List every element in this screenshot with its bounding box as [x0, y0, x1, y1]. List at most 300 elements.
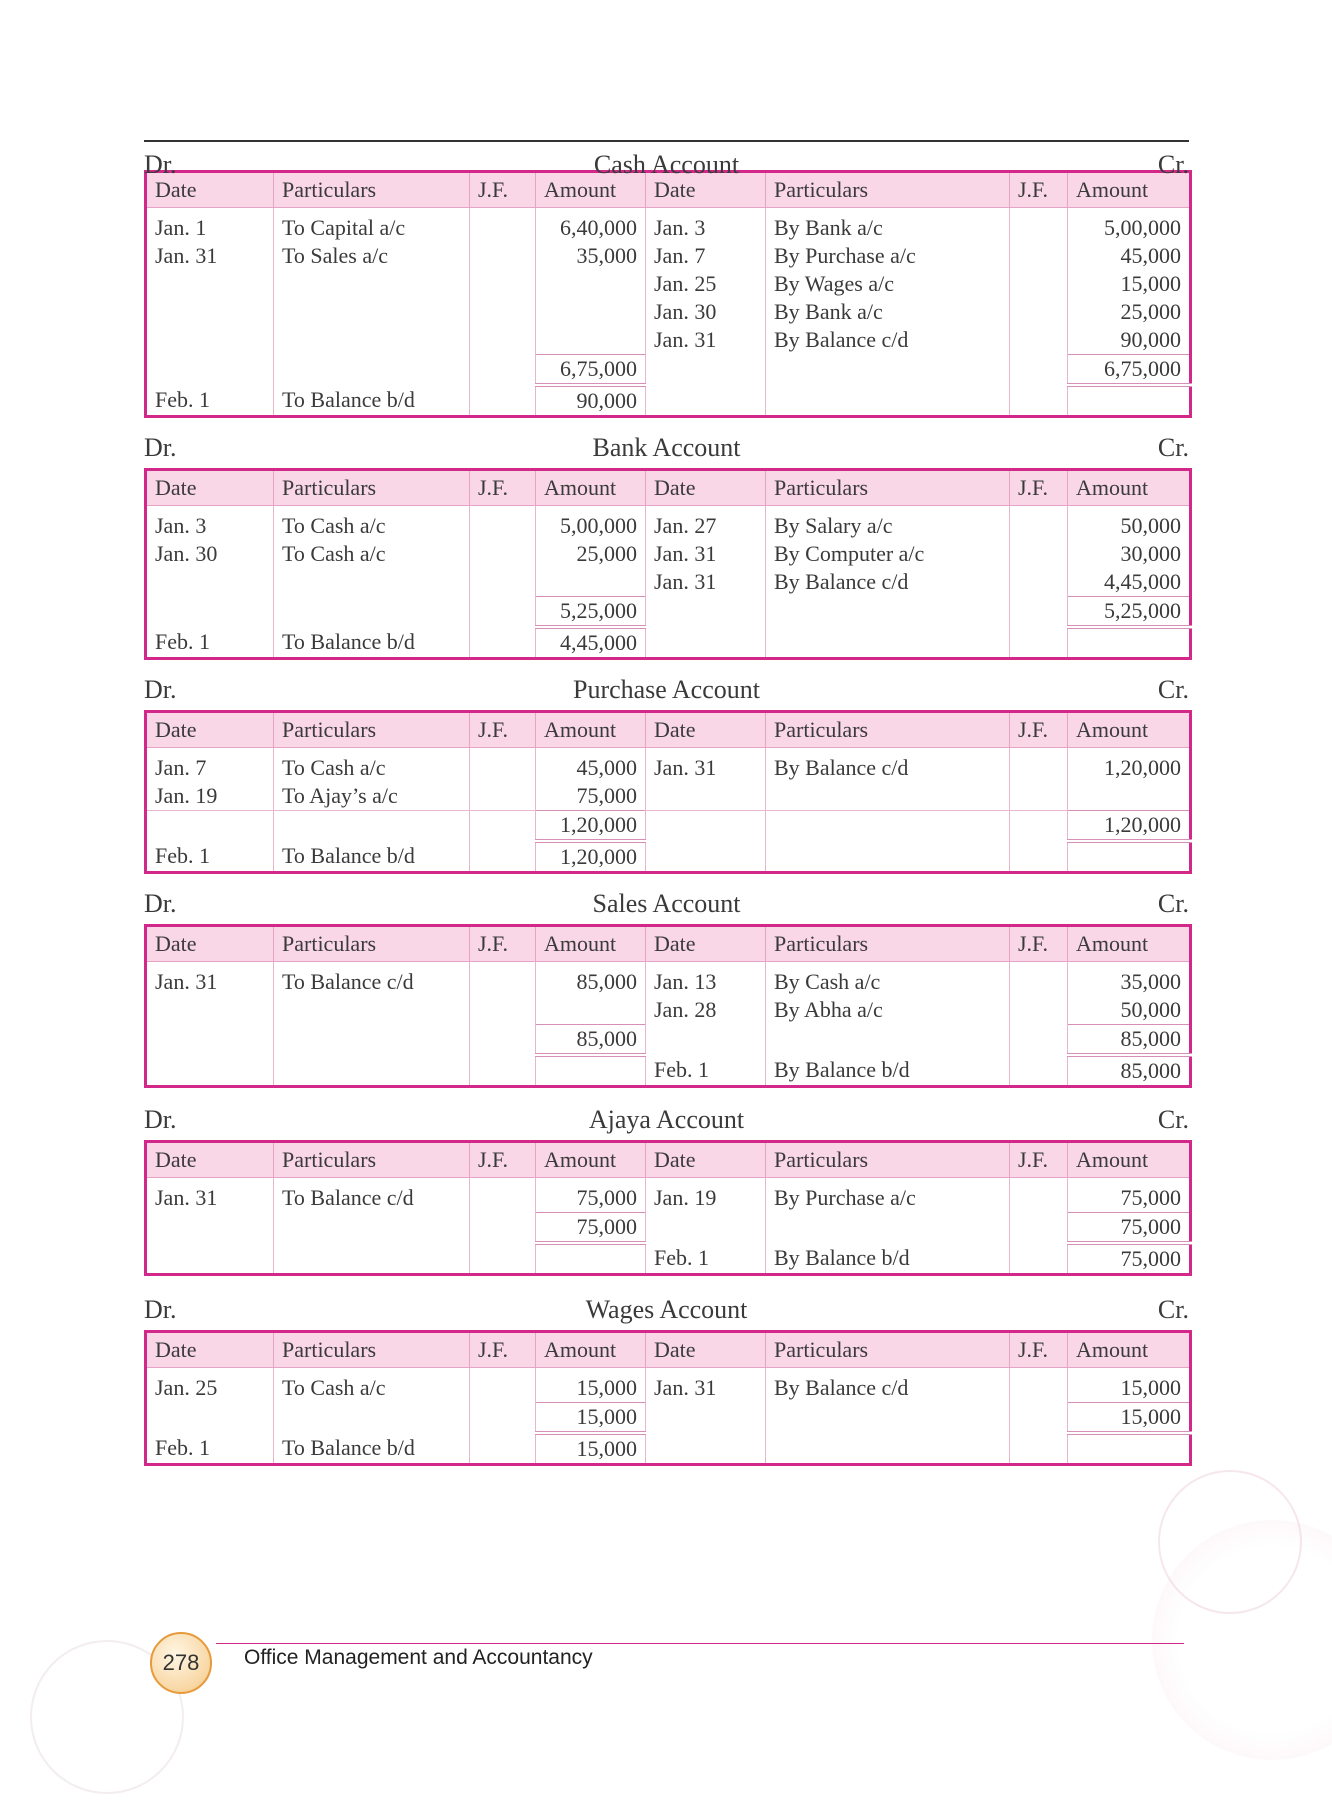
column-header: Amount — [1068, 1332, 1191, 1368]
table-cell: By Balance b/d — [766, 1243, 1010, 1275]
table-cell — [470, 385, 536, 417]
column-header: J.F. — [1010, 1142, 1068, 1178]
table-cell — [1010, 385, 1068, 417]
table-cell — [1010, 811, 1068, 842]
table-cell: To Sales a/c — [274, 242, 470, 270]
column-header: Particulars — [274, 470, 470, 506]
table-row — [146, 270, 1191, 298]
table-cell — [1010, 506, 1068, 541]
table-cell: 5,00,000 — [1104, 215, 1181, 240]
table-cell — [470, 1055, 536, 1087]
credit-label: Cr. — [1157, 150, 1189, 179]
table-row — [146, 540, 1191, 568]
column-header: J.F. — [470, 470, 536, 506]
table-cell — [1010, 298, 1068, 326]
table-cell — [470, 1433, 536, 1465]
ledger-heading — [144, 1292, 1189, 1328]
table-cell — [274, 1403, 470, 1434]
ledger-heading — [144, 1102, 1189, 1138]
table-cell — [1068, 782, 1191, 811]
table-cell: 1,20,000 — [536, 841, 646, 873]
table-cell — [470, 326, 536, 355]
table-cell: Jan. 31 — [646, 326, 766, 355]
table-cell — [1010, 1403, 1068, 1434]
table-cell: 35,000 — [1120, 969, 1181, 994]
table-cell — [274, 270, 470, 298]
column-header: Amount — [536, 470, 646, 506]
table-cell: 75,000 — [1120, 1246, 1181, 1271]
column-header: Amount — [1068, 712, 1191, 748]
column-header: Date — [146, 926, 274, 962]
table-cell — [470, 208, 536, 243]
column-header: Date — [146, 470, 274, 506]
table-cell: Jan. 19 — [146, 782, 274, 811]
table-cell — [1010, 841, 1068, 873]
table-row — [146, 242, 1191, 270]
table-cell: 4,45,000 — [536, 627, 646, 659]
table-cell — [1010, 996, 1068, 1025]
column-header: J.F. — [1010, 1332, 1068, 1368]
table-cell — [146, 270, 274, 298]
account-title: Cash Account — [593, 150, 740, 179]
debit-label: Dr. — [144, 1105, 177, 1134]
table-cell — [1010, 748, 1068, 783]
table-row — [146, 1433, 1191, 1465]
table-cell: 85,000 — [536, 962, 646, 997]
table-cell — [146, 568, 274, 597]
table-cell — [470, 540, 536, 568]
table-cell — [766, 841, 1010, 873]
table-row — [146, 1055, 1191, 1087]
table-cell — [470, 270, 536, 298]
column-header: J.F. — [1010, 926, 1068, 962]
table-cell — [766, 782, 1010, 811]
table-cell — [274, 326, 470, 355]
table-cell: 1,20,000 — [536, 811, 646, 842]
table-header-row — [146, 1332, 1191, 1368]
column-header: Particulars — [766, 1142, 1010, 1178]
table-cell: 1,20,000 — [1068, 811, 1191, 842]
ledger-accounts — [144, 140, 1189, 1466]
table-cell: To Ajay’s a/c — [274, 782, 470, 811]
table-cell: By Purchase a/c — [766, 242, 1010, 270]
table-cell: Jan. 3 — [146, 506, 274, 541]
table-row — [146, 355, 1191, 386]
table-cell — [646, 841, 766, 873]
table-cell — [146, 1243, 274, 1275]
table-cell — [146, 996, 274, 1025]
column-header: Amount — [536, 926, 646, 962]
page-number: 278 — [150, 1632, 212, 1694]
table-cell — [646, 811, 766, 842]
column-header: Amount — [1068, 1142, 1191, 1178]
ledger-account — [144, 672, 1189, 874]
column-header: Amount — [1068, 172, 1191, 208]
table-cell: 15,000 — [536, 1433, 646, 1465]
table-header-row — [146, 470, 1191, 506]
debit-label: Dr. — [144, 150, 177, 179]
column-header: Date — [646, 172, 766, 208]
table-header-row — [146, 712, 1191, 748]
table-cell — [646, 782, 766, 811]
ledger-heading — [144, 886, 1189, 922]
table-cell: Jan. 13 — [646, 962, 766, 997]
column-header: J.F. — [1010, 470, 1068, 506]
table-cell — [1010, 270, 1068, 298]
table-cell — [274, 996, 470, 1025]
ledger-account — [144, 1292, 1189, 1466]
table-cell: Feb. 1 — [146, 1433, 274, 1465]
column-header: Particulars — [766, 1332, 1010, 1368]
table-cell: 30,000 — [1120, 541, 1181, 566]
table-cell — [1068, 841, 1191, 873]
debit-label: Dr. — [144, 1295, 177, 1324]
table-cell: 15,000 — [1120, 1375, 1181, 1400]
table-cell: By Balance c/d — [766, 1368, 1010, 1403]
table-row — [146, 962, 1191, 997]
table-cell: 45,000 — [1120, 243, 1181, 268]
debit-label: Dr. — [144, 889, 177, 918]
table-cell: 45,000 — [536, 748, 646, 783]
table-cell — [470, 597, 536, 628]
table-row — [146, 996, 1191, 1025]
table-cell: Jan. 31 — [646, 748, 766, 783]
table-cell: To Balance b/d — [274, 627, 470, 659]
ledger-account — [144, 886, 1189, 1088]
table-cell: 75,000 — [1068, 1213, 1191, 1244]
table-cell: 90,000 — [536, 385, 646, 417]
account-title: Ajaya Account — [588, 1105, 745, 1134]
table-cell: To Cash a/c — [274, 1368, 470, 1403]
table-cell — [146, 326, 274, 355]
table-cell — [146, 1025, 274, 1056]
table-cell — [1068, 627, 1191, 659]
table-cell: By Cash a/c — [766, 962, 1010, 997]
table-cell — [146, 355, 274, 386]
table-cell — [766, 1433, 1010, 1465]
table-cell — [1068, 385, 1191, 417]
credit-label: Cr. — [1157, 1105, 1189, 1134]
column-header: Date — [646, 1332, 766, 1368]
table-cell — [646, 1213, 766, 1244]
table-cell: By Balance c/d — [766, 568, 1010, 597]
table-cell: To Balance c/d — [274, 1178, 470, 1213]
table-cell — [146, 597, 274, 628]
table-cell — [1010, 1368, 1068, 1403]
column-header: Particulars — [274, 172, 470, 208]
table-cell: By Balance c/d — [766, 326, 1010, 355]
table-cell — [536, 996, 646, 1025]
footer-rule — [216, 1643, 1184, 1644]
table-cell: Jan. 31 — [146, 962, 274, 997]
table-row — [146, 1368, 1191, 1403]
table-cell — [146, 1055, 274, 1087]
table-cell: 75,000 — [1120, 1185, 1181, 1210]
table-cell — [274, 1055, 470, 1087]
column-header: Amount — [536, 1142, 646, 1178]
column-header: Particulars — [274, 712, 470, 748]
table-cell: 6,40,000 — [536, 208, 646, 243]
table-cell: By Balance b/d — [766, 1055, 1010, 1087]
table-cell: To Balance c/d — [274, 962, 470, 997]
table-cell: 6,75,000 — [1068, 355, 1191, 386]
ledger-table — [144, 1330, 1192, 1466]
table-cell — [1010, 568, 1068, 597]
table-cell — [766, 811, 1010, 842]
table-cell: 5,25,000 — [536, 597, 646, 628]
table-cell: Feb. 1 — [646, 1243, 766, 1275]
table-cell — [1010, 1178, 1068, 1213]
column-header: J.F. — [1010, 712, 1068, 748]
table-cell — [536, 298, 646, 326]
table-cell: Jan. 7 — [146, 748, 274, 783]
column-header: Date — [146, 1332, 274, 1368]
table-cell — [646, 627, 766, 659]
table-cell — [274, 811, 470, 842]
table-cell: 75,000 — [536, 1178, 646, 1213]
column-header: J.F. — [470, 926, 536, 962]
table-cell: 15,000 — [536, 1368, 646, 1403]
table-cell — [1010, 1025, 1068, 1056]
column-header: Amount — [536, 712, 646, 748]
table-cell — [470, 1025, 536, 1056]
table-cell: Jan. 25 — [646, 270, 766, 298]
table-cell: 25,000 — [1120, 299, 1181, 324]
table-cell: Jan. 28 — [646, 996, 766, 1025]
ledger-table — [144, 924, 1192, 1088]
table-row — [146, 326, 1191, 355]
column-header: J.F. — [470, 1142, 536, 1178]
table-cell — [470, 811, 536, 842]
table-cell: Feb. 1 — [646, 1055, 766, 1087]
table-cell: Jan. 30 — [146, 540, 274, 568]
table-cell: 90,000 — [1120, 327, 1181, 352]
credit-label: Cr. — [1157, 1295, 1189, 1324]
table-cell — [1010, 1213, 1068, 1244]
table-cell — [766, 597, 1010, 628]
table-cell: Jan. 27 — [646, 506, 766, 541]
table-cell — [470, 1368, 536, 1403]
table-cell — [146, 298, 274, 326]
table-cell — [646, 1025, 766, 1056]
table-cell — [470, 242, 536, 270]
decorative-circle — [1152, 1520, 1332, 1760]
table-cell — [470, 298, 536, 326]
table-cell: Jan. 25 — [146, 1368, 274, 1403]
table-cell: 75,000 — [536, 1213, 646, 1244]
table-cell: 5,00,000 — [536, 506, 646, 541]
table-row — [146, 1213, 1191, 1244]
ledger-table — [144, 710, 1192, 874]
table-header-row — [146, 926, 1191, 962]
table-cell: 35,000 — [536, 242, 646, 270]
table-row — [146, 1403, 1191, 1434]
table-cell — [1010, 1055, 1068, 1087]
table-cell: 50,000 — [1120, 513, 1181, 538]
table-cell — [146, 1403, 274, 1434]
table-cell: 85,000 — [536, 1025, 646, 1056]
table-row — [146, 1178, 1191, 1213]
column-header: Date — [646, 470, 766, 506]
column-header: Particulars — [274, 1142, 470, 1178]
table-cell — [1010, 326, 1068, 355]
column-header: Particulars — [274, 926, 470, 962]
table-row — [146, 298, 1191, 326]
table-cell — [1010, 597, 1068, 628]
table-cell: Feb. 1 — [146, 841, 274, 873]
table-cell: Jan. 31 — [646, 568, 766, 597]
table-cell: Jan. 19 — [646, 1178, 766, 1213]
column-header: Date — [646, 712, 766, 748]
table-cell — [1010, 782, 1068, 811]
table-cell: 85,000 — [1120, 1058, 1181, 1083]
table-cell: To Cash a/c — [274, 748, 470, 783]
table-cell — [536, 326, 646, 355]
table-cell — [1068, 1433, 1191, 1465]
table-cell — [470, 355, 536, 386]
table-row — [146, 385, 1191, 417]
table-cell — [646, 385, 766, 417]
table-cell — [470, 627, 536, 659]
credit-label: Cr. — [1157, 889, 1189, 918]
table-cell — [766, 1403, 1010, 1434]
decorative-ring — [1158, 1470, 1302, 1614]
table-cell: 85,000 — [1068, 1025, 1191, 1056]
ledger-account — [144, 1102, 1189, 1276]
table-cell — [1010, 1433, 1068, 1465]
account-title: Sales Account — [592, 889, 741, 918]
ledger-account — [144, 430, 1189, 660]
column-header: Particulars — [766, 926, 1010, 962]
table-cell — [1010, 540, 1068, 568]
credit-label: Cr. — [1157, 433, 1189, 462]
table-cell — [536, 1055, 646, 1087]
table-row — [146, 597, 1191, 628]
column-header: Particulars — [766, 712, 1010, 748]
ledger-heading — [144, 140, 1189, 179]
table-cell — [766, 355, 1010, 386]
table-header-row — [146, 1142, 1191, 1178]
table-cell: Jan. 31 — [646, 1368, 766, 1403]
column-header: Particulars — [274, 1332, 470, 1368]
table-cell: 6,75,000 — [536, 355, 646, 386]
table-cell — [274, 597, 470, 628]
table-cell — [1010, 1243, 1068, 1275]
table-cell: 50,000 — [1120, 997, 1181, 1022]
table-cell — [536, 1243, 646, 1275]
table-cell: 1,20,000 — [1104, 755, 1181, 780]
table-cell — [274, 1243, 470, 1275]
table-cell: By Bank a/c — [766, 208, 1010, 243]
table-cell: Jan. 31 — [646, 540, 766, 568]
table-cell: Feb. 1 — [146, 385, 274, 417]
table-row — [146, 1243, 1191, 1275]
table-cell — [470, 996, 536, 1025]
table-cell: Feb. 1 — [146, 627, 274, 659]
table-cell — [470, 841, 536, 873]
table-cell — [766, 385, 1010, 417]
credit-label: Cr. — [1157, 675, 1189, 704]
table-cell: By Abha a/c — [766, 996, 1010, 1025]
table-cell: To Cash a/c — [274, 540, 470, 568]
column-header: Date — [646, 1142, 766, 1178]
debit-label: Dr. — [144, 433, 177, 462]
column-header: Date — [146, 712, 274, 748]
table-cell — [274, 1213, 470, 1244]
table-cell: To Balance b/d — [274, 1433, 470, 1465]
table-cell — [536, 270, 646, 298]
table-cell — [470, 1178, 536, 1213]
table-cell — [766, 627, 1010, 659]
table-cell: Jan. 31 — [146, 1178, 274, 1213]
table-cell: To Balance b/d — [274, 841, 470, 873]
table-cell — [646, 1403, 766, 1434]
table-cell: By Purchase a/c — [766, 1178, 1010, 1213]
ledger-heading — [144, 672, 1189, 708]
column-header: Date — [146, 1142, 274, 1178]
table-cell: To Balance b/d — [274, 385, 470, 417]
table-cell: 15,000 — [1068, 1403, 1191, 1434]
table-cell: To Cash a/c — [274, 506, 470, 541]
table-cell — [1010, 962, 1068, 997]
column-header: J.F. — [1010, 172, 1068, 208]
table-cell — [470, 568, 536, 597]
table-row — [146, 568, 1191, 597]
table-cell — [470, 962, 536, 997]
table-row — [146, 811, 1191, 842]
table-cell: Jan. 30 — [646, 298, 766, 326]
table-cell — [766, 1025, 1010, 1056]
column-header: Particulars — [766, 470, 1010, 506]
table-cell — [1010, 242, 1068, 270]
table-cell: 15,000 — [536, 1403, 646, 1434]
table-cell — [274, 298, 470, 326]
table-cell — [470, 506, 536, 541]
table-cell — [470, 1403, 536, 1434]
table-cell: Jan. 7 — [646, 242, 766, 270]
table-cell: Jan. 1 — [146, 208, 274, 243]
table-cell — [646, 1433, 766, 1465]
column-header: Amount — [536, 172, 646, 208]
debit-label: Dr. — [144, 675, 177, 704]
table-row — [146, 208, 1191, 243]
ledger-table — [144, 468, 1192, 660]
table-cell — [1010, 355, 1068, 386]
table-row — [146, 506, 1191, 541]
table-cell — [470, 1213, 536, 1244]
column-header: Amount — [536, 1332, 646, 1368]
table-cell — [146, 811, 274, 842]
table-row — [146, 1025, 1191, 1056]
column-header: Date — [646, 926, 766, 962]
table-cell — [274, 1025, 470, 1056]
column-header: J.F. — [470, 712, 536, 748]
column-header: J.F. — [470, 172, 536, 208]
ledger-account — [144, 140, 1189, 418]
table-cell: 15,000 — [1120, 271, 1181, 296]
table-cell: By Balance c/d — [766, 748, 1010, 783]
table-cell — [766, 1213, 1010, 1244]
table-row — [146, 627, 1191, 659]
table-row — [146, 782, 1191, 811]
table-cell: 4,45,000 — [1104, 569, 1181, 594]
table-cell — [646, 355, 766, 386]
table-cell: By Computer a/c — [766, 540, 1010, 568]
ledger-table — [144, 170, 1192, 418]
table-cell: By Wages a/c — [766, 270, 1010, 298]
book-title: Office Management and Accountancy — [244, 1646, 593, 1669]
table-cell — [1010, 627, 1068, 659]
